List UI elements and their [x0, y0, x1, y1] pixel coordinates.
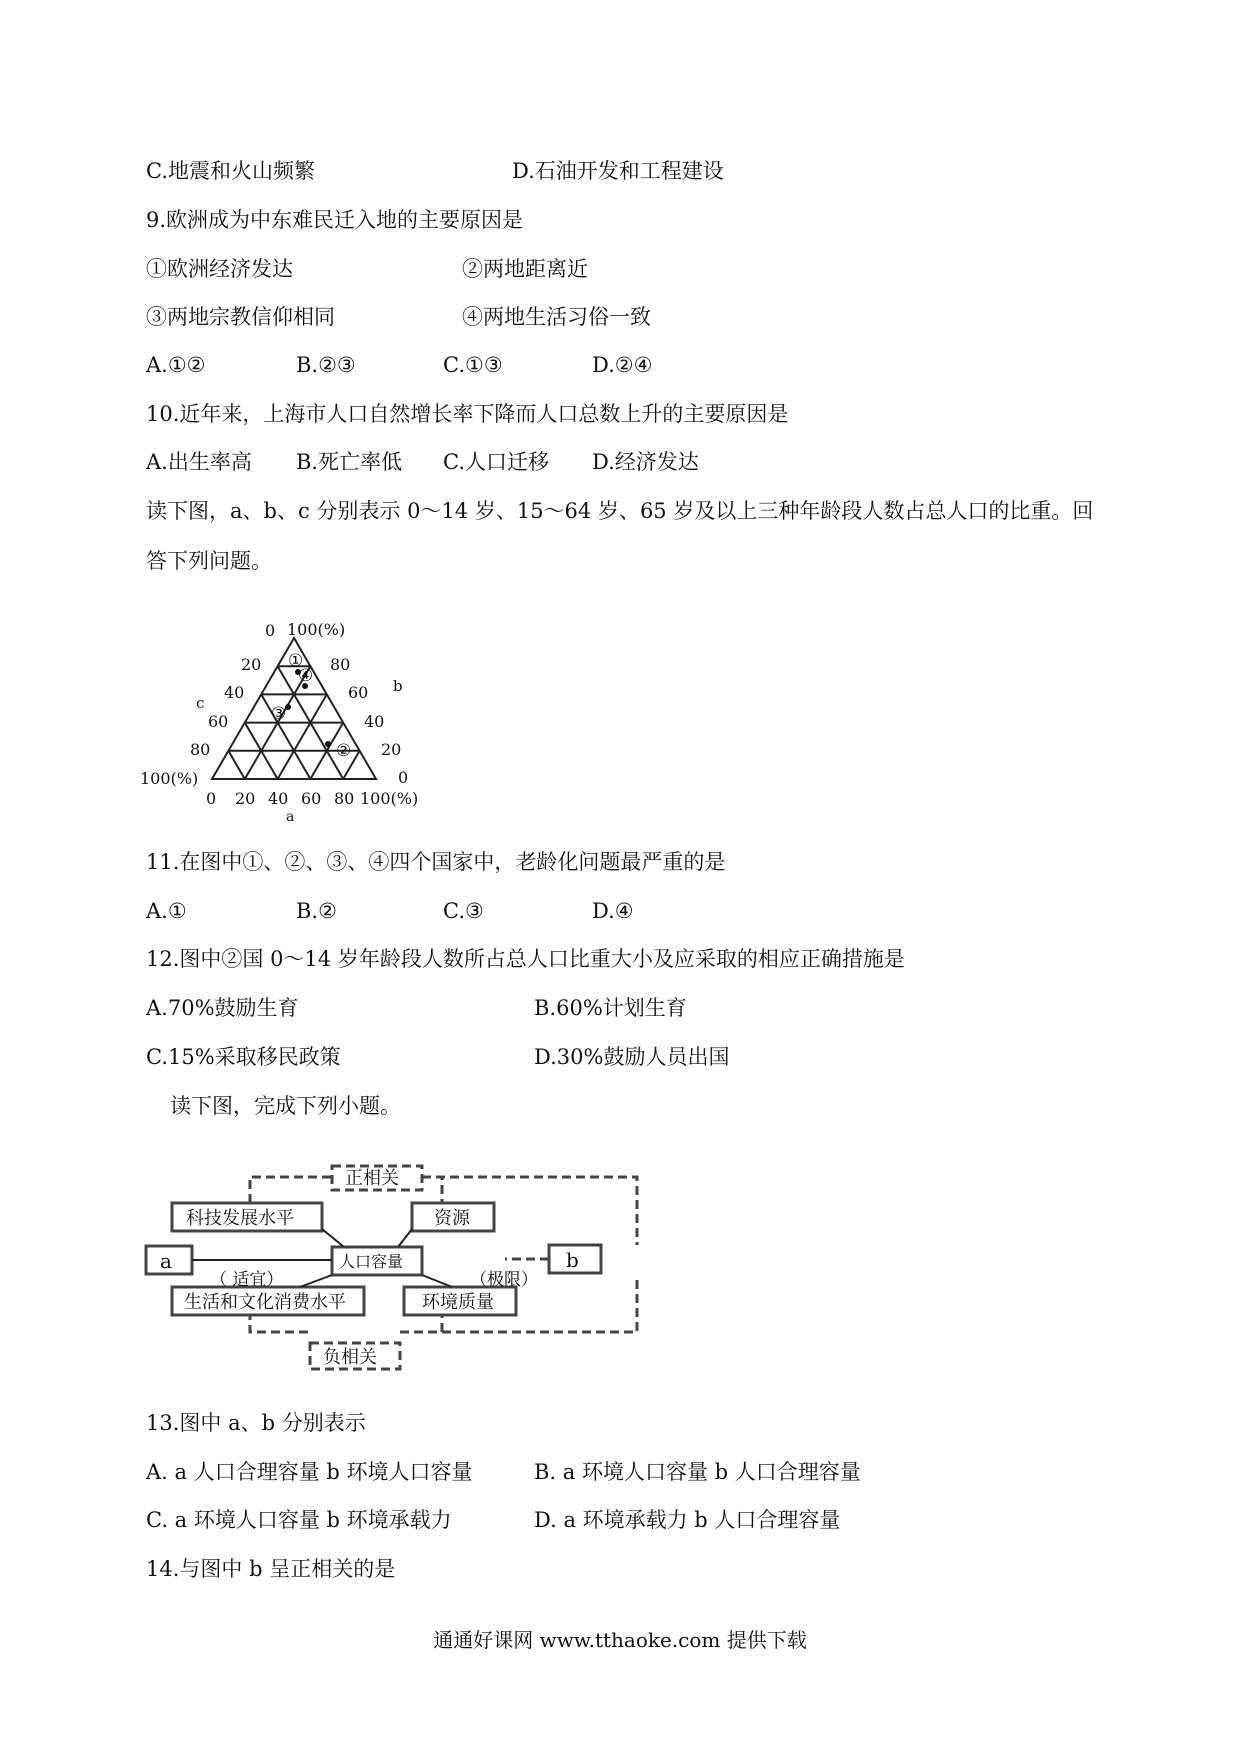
bottom-tick-80: 80: [334, 789, 355, 808]
q9-item-4: ④两地生活习俗一致: [462, 305, 651, 329]
q8-option-d: D.石油开发和工程建设: [512, 159, 724, 183]
tech-label: 科技发展水平: [186, 1208, 294, 1229]
bottom-tick-40: 40: [268, 789, 289, 808]
point-2-dot: [325, 741, 331, 747]
q10-stem: 10.近年来，上海市人口自然增长率下降而人口总数上升的主要原因是: [146, 402, 789, 426]
bottom-tick-60: 60: [301, 789, 322, 808]
intro1-line1: 读下图，a、b、c 分别表示 0～14 岁、15～64 岁、65 岁及以上三种年龄段人数占总人口的比重。回: [146, 499, 1094, 523]
negative-label: 负相关: [323, 1347, 377, 1368]
axis-c-label: c: [196, 694, 205, 712]
q12-option-c: C.15%采取移民政策: [146, 1045, 341, 1069]
q9-option-a: A.①②: [146, 353, 206, 377]
left-hundred-label: 100(%): [140, 769, 199, 788]
q12-stem: 12.图中②国 0～14 岁年龄段人数所占总人口比重大小及应采取的相应正确措施是: [146, 947, 905, 971]
bottom-tick-0: 0: [206, 789, 217, 808]
point-1-label: ①: [288, 651, 304, 671]
q9-stem: 9.欧洲成为中东难民迁入地的主要原因是: [146, 208, 524, 232]
left-tick-80: 80: [190, 740, 211, 759]
q9-item-2: ②两地距离近: [462, 257, 588, 281]
intro2: 读下图，完成下列小题。: [170, 1094, 401, 1118]
right-tick-80: 80: [330, 655, 351, 674]
point-3-label: ③: [271, 704, 287, 724]
intro1-line2: 答下列问题。: [146, 549, 272, 573]
q10-option-d: D.经济发达: [592, 450, 699, 474]
right-tick-0: 0: [398, 768, 409, 787]
q13-option-b: B. a 环境人口容量 b 人口合理容量: [534, 1460, 861, 1484]
right-tick-40: 40: [364, 712, 385, 731]
q9-option-d: D.②④: [592, 353, 653, 377]
q12-option-b: B.60%计划生育: [534, 996, 687, 1020]
q9-option-c: C.①③: [443, 353, 503, 377]
q11-stem: 11.在图中①、②、③、④四个国家中，老龄化问题最严重的是: [146, 850, 726, 874]
axis-b-label: b: [393, 677, 403, 695]
capacity-label: 人口容量: [339, 1252, 404, 1271]
living-label: 生活和文化消费水平: [184, 1292, 346, 1313]
q14-stem: 14.与图中 b 呈正相关的是: [146, 1557, 396, 1581]
left-tick-20: 20: [241, 655, 262, 674]
left-tick-60: 60: [208, 712, 229, 731]
q11-option-a: A.①: [146, 899, 187, 923]
q11-option-c: C.③: [443, 899, 484, 923]
page-footer: 通通好课网 www.tthaoke.com 提供下载: [433, 1628, 807, 1652]
point-2-label: ②: [336, 741, 352, 761]
q10-option-a: A.出生率高: [146, 450, 252, 474]
q8-option-c: C.地震和火山频繁: [146, 159, 315, 183]
top-hundred-label: 100(%): [287, 620, 346, 639]
ternary-figure: [140, 590, 470, 825]
left-tick-40: 40: [224, 683, 245, 702]
q13-stem: 13.图中 a、b 分别表示: [146, 1411, 366, 1435]
capacity-diagram: [140, 1135, 680, 1385]
axis-a-label: a: [286, 809, 295, 825]
top-zero-label: 0: [265, 621, 276, 640]
capacity-diagram-svg: [140, 1135, 680, 1385]
q9-option-b: B.②③: [296, 353, 356, 377]
q12-option-a: A.70%鼓励生育: [146, 996, 299, 1020]
resources-label: 资源: [434, 1208, 470, 1229]
bottom-tick-100: 100(%): [360, 789, 419, 808]
limit-label: （极限）: [470, 1270, 538, 1290]
q9-item-3: ③两地宗教信仰相同: [146, 305, 335, 329]
a-label: a: [160, 1249, 172, 1273]
q13-option-c: C. a 环境人口容量 b 环境承载力: [146, 1508, 452, 1532]
right-tick-60: 60: [348, 683, 369, 702]
q11-option-b: B.②: [296, 899, 337, 923]
q13-option-d: D. a 环境承载力 b 人口合理容量: [534, 1508, 841, 1532]
point-4-label: ④: [298, 666, 314, 686]
q10-option-b: B.死亡率低: [296, 450, 403, 474]
q13-option-a: A. a 人口合理容量 b 环境人口容量: [146, 1460, 473, 1484]
q12-option-d: D.30%鼓励人员出国: [534, 1045, 730, 1069]
q11-option-d: D.④: [592, 899, 634, 923]
bottom-tick-20: 20: [235, 789, 256, 808]
positive-label: 正相关: [345, 1168, 399, 1189]
b-label: b: [566, 1248, 579, 1272]
ternary-chart: [140, 590, 470, 825]
right-tick-20: 20: [381, 740, 402, 759]
environment-label: 环境质量: [422, 1292, 494, 1313]
suitable-label: （ 适宜）: [210, 1270, 284, 1290]
q10-option-c: C.人口迁移: [443, 450, 549, 474]
q9-item-1: ①欧洲经济发达: [146, 257, 293, 281]
